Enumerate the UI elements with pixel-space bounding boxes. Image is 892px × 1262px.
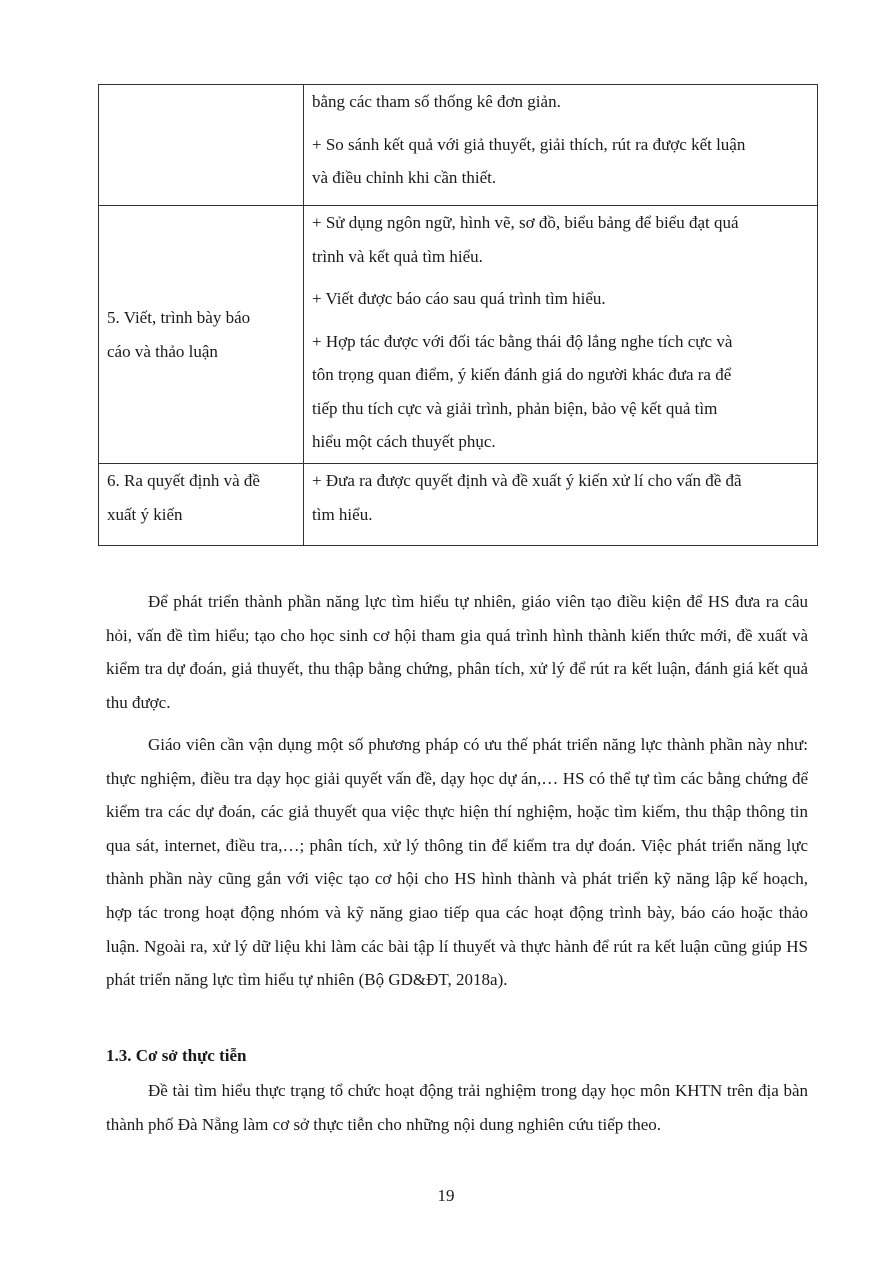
description-line: + Hợp tác được với đối tác bằng thái độ lắng nghe tích cực và [312, 331, 733, 351]
description-line: tìm hiểu. [312, 504, 373, 524]
table-row [99, 206, 818, 464]
section-heading-block [106, 1039, 808, 1073]
description-cell [304, 85, 818, 206]
criterion-line: 6. Ra quyết định và đề [107, 471, 260, 490]
paragraph-practical-basis: Đề tài tìm hiểu thực trạng tổ chức hoạt động trải nghiệm trong dạy học môn KHTN trên địa bàn thành phố Đà Nẵng làm cơ sở thực tiễn cho những nội dung nghiên cứu tiếp theo. [106, 1081, 808, 1134]
criterion-cell [99, 85, 304, 206]
description-line: và điều chỉnh khi cần thiết. [312, 168, 497, 187]
description-line: + Đưa ra được quyết định và đề xuất ý kiến xử lí cho vấn đề đã [312, 471, 742, 490]
criterion-line: cáo và thảo luận [107, 341, 218, 361]
criterion-line: xuất ý kiến [107, 504, 183, 524]
paragraph-teaching-methods: Giáo viên cần vận dụng một số phương pháp có ưu thế phát triển năng lực thành phần này như: thực nghiệm, điều tra dạy học giải quyết vấn đề, dạy học dự án,… HS có thể tự tìm các bằng chứng để kiểm tra các dự đoán, các giả thuyết qua việc thực hiện thí nghiệm, hoặc tìm kiếm, thu thập thông tin qua sát, internet, điều tra,…; phân tích, xử lý thông tin để kiểm tra dự đoán. Việc phát triển năng lực thành phần này cũng gắn với việc tạo cơ hội cho HS hình thành và phát triển kỹ năng lập kế hoạch, hợp tác trong hoạt động nhóm và kỹ năng giao tiếp qua các hoạt động trình bày, báo cáo hoặc thảo luận. Ngoài ra, xử lý dữ liệu khi làm các bài tập lí thuyết và thực hành để rút ra kết luận cũng giúp HS phát triển năng lực tìm hiểu tự nhiên (Bộ GD&ĐT, 2018a). [106, 735, 808, 990]
body-text [106, 728, 808, 997]
criterion-cell [99, 464, 304, 546]
body-text [106, 585, 808, 719]
description-cell [304, 464, 818, 546]
table-row [99, 464, 818, 546]
criterion-line: 5. Viết, trình bày báo [107, 308, 251, 327]
description-line: tiếp thu tích cực và giải trình, phản biện, bảo vệ kết quả tìm [312, 398, 718, 418]
description-line: hiểu một cách thuyết phục. [312, 432, 496, 451]
criteria-table [98, 84, 818, 546]
body-text [106, 1074, 808, 1141]
description-line: bằng các tham số thống kê đơn giản. [312, 92, 561, 111]
description-line: + So sánh kết quả với giả thuyết, giải thích, rút ra được kết luận [312, 134, 746, 154]
section-heading: 1.3. Cơ sở thực tiễn [106, 1046, 247, 1065]
criterion-cell [99, 206, 304, 464]
table-row [99, 85, 818, 206]
description-line: + Viết được báo cáo sau quá trình tìm hiểu. [312, 289, 606, 308]
description-line: tôn trọng quan điểm, ý kiến đánh giá do người khác đưa ra để [312, 365, 732, 384]
description-line: + Sử dụng ngôn ngữ, hình vẽ, sơ đồ, biểu bảng để biểu đạt quá [312, 213, 739, 232]
page-number: 19 [437, 1186, 455, 1205]
paragraph-competency-conditions: Để phát triển thành phần năng lực tìm hiểu tự nhiên, giáo viên tạo điều kiện để HS đưa ra câu hỏi, vấn đề tìm hiểu; tạo cho học sinh cơ hội tham gia quá trình hình thành kiến thức mới, đề xuất và kiểm tra dự đoán, giả thuyết, thu thập bằng chứng, phân tích, xử lý để rút ra kết luận, đánh giá kết quả thu được. [106, 592, 808, 712]
description-line: trình và kết quả tìm hiểu. [312, 246, 483, 266]
description-cell [304, 206, 818, 464]
